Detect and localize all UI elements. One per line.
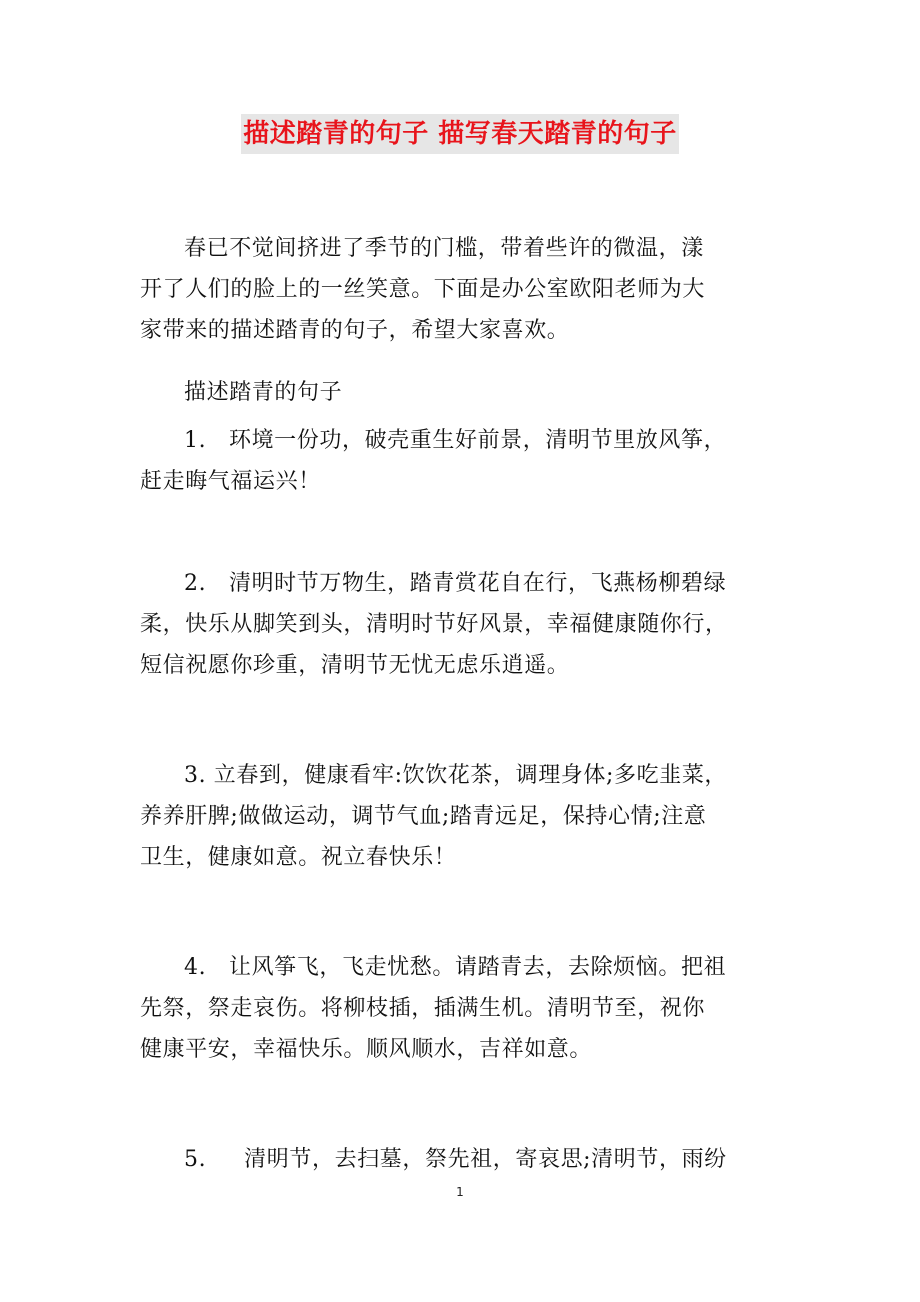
list-item: [140, 563, 790, 686]
list-item-text: 短信祝愿你珍重，清明节无忧无虑乐逍遥。: [140, 653, 570, 678]
list-item-first-line: [140, 420, 790, 461]
list-item-first-line: [140, 755, 790, 796]
intro-line: 春已不觉间挤进了季节的门槛，带着些许的微温，漾: [184, 236, 704, 261]
page-number: 1: [456, 1185, 464, 1199]
list-item-number: 5.: [184, 1147, 207, 1172]
intro-paragraph: [140, 228, 790, 351]
list-item-text: 卫生，健康如意。祝立春快乐！: [140, 845, 457, 870]
list-item-text: 养养肝脾;做做运动，调节气血;踏青远足，保持心情;注意: [140, 804, 707, 829]
list-item: [140, 420, 790, 502]
intro-line: 家带来的描述踏青的句子，希望大家喜欢。: [140, 318, 570, 343]
list-item-text: 先祭，祭走哀伤。将柳枝插，插满生机。清明节至，祝你: [140, 996, 706, 1021]
list-item-text: 清明节，去扫墓，祭先祖，寄哀思;清明节，雨纷: [244, 1147, 727, 1172]
list-item-first-line: [140, 947, 790, 988]
section-subheading: 描述踏青的句子: [184, 380, 343, 405]
list-item-text: 健康平安，幸福快乐。顺风顺水，吉祥如意。: [140, 1037, 593, 1062]
list-item-text: 柔，快乐从脚笑到头，清明时节好风景，幸福健康随你行，: [140, 612, 728, 637]
list-item-text: 环境一份功，破壳重生好前景，清明节里放风筝，: [228, 428, 727, 453]
section-subheading-block: [140, 372, 790, 413]
list-item: [140, 947, 790, 1070]
list-item-text: 清明时节万物生，踏青赏花自在行，飞燕杨柳碧绿: [228, 571, 727, 596]
list-item-number: 4.: [184, 955, 207, 980]
list-item-number: 3.: [184, 763, 207, 788]
list-item: [140, 755, 790, 878]
list-item-first-line: [140, 1139, 790, 1180]
title-container: [0, 114, 920, 154]
list-item-text: 让风筝飞，飞走忧愁。请踏青去，去除烦恼。把祖: [228, 955, 727, 980]
list-item-number: 2.: [184, 571, 207, 596]
list-item: [140, 1139, 790, 1180]
intro-line: 开了人们的脸上的一丝笑意。下面是办公室欧阳老师为大: [140, 277, 706, 302]
list-item-text: 赶走晦气福运兴！: [140, 469, 321, 494]
list-item-first-line: [140, 563, 790, 604]
list-item-text: 立春到，健康看牢:饮饮花茶，调理身体;多吃韭菜，: [213, 763, 728, 788]
list-item-number: 1.: [184, 428, 207, 453]
document-title: 描述踏青的句子 描写春天踏青的句子: [241, 114, 679, 154]
